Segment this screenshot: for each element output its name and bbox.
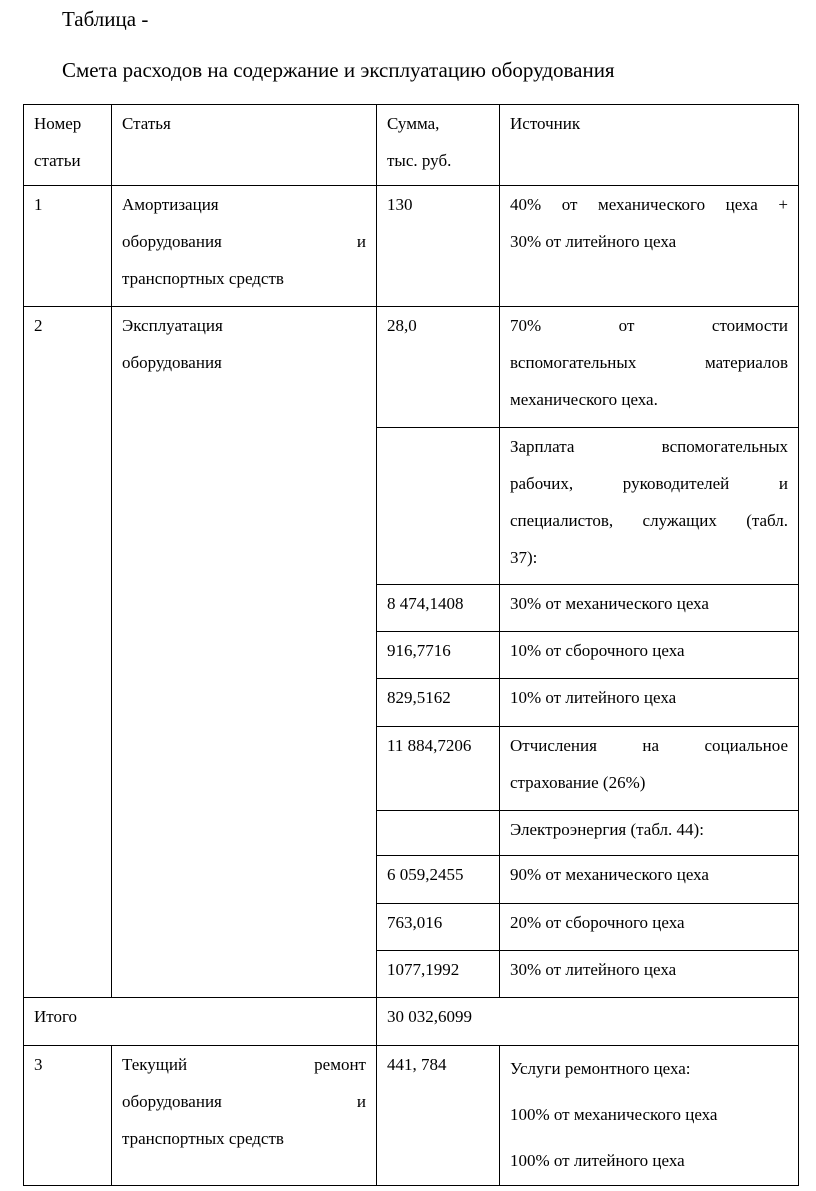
table-caption: Таблица - xyxy=(62,7,149,31)
row2-sub4-source xyxy=(500,679,799,727)
row1-article-line1: Амортизация xyxy=(122,195,219,214)
total-sum-value: 30 032,6099 xyxy=(387,1007,472,1026)
row2-sub8-sum xyxy=(377,904,500,951)
row2-sub0-source-line2: вспомогательных материалов xyxy=(510,353,788,372)
total-label xyxy=(24,998,377,1046)
row2-sub9-sum xyxy=(377,951,500,998)
row1-article-line2b: и xyxy=(356,232,366,251)
row2-sub0-source-line3: механического цеха. xyxy=(510,390,658,409)
row1-article xyxy=(112,186,377,307)
row3-number-value: 3 xyxy=(34,1055,43,1074)
row1-article-line2a: оборудования xyxy=(122,232,222,251)
row3-article-line2a: оборудования xyxy=(122,1092,222,1111)
row2-sub4-source-line1: 10% от литейного цеха xyxy=(510,688,677,707)
row2-sub5-sum-value: 11 884,7206 xyxy=(387,736,472,755)
table-row-2-sub-0 xyxy=(24,307,799,428)
row2-sub5-source-line2: страхование (26%) xyxy=(510,773,646,792)
row2-sub2-sum-value: 8 474,1408 xyxy=(387,594,464,613)
row2-number xyxy=(24,307,112,998)
row2-sub7-sum xyxy=(377,856,500,904)
row3-article xyxy=(112,1046,377,1186)
table-title: Смета расходов на содержание и эксплуатацию оборудования xyxy=(62,58,615,82)
row2-sub7-source xyxy=(500,856,799,904)
row2-sub3-sum xyxy=(377,632,500,679)
row2-sub8-source xyxy=(500,904,799,951)
row2-sub6-source xyxy=(500,811,799,856)
row3-source-line3: 100% от литейного цеха xyxy=(510,1151,685,1170)
row2-sub9-source xyxy=(500,951,799,998)
row3-source xyxy=(500,1046,799,1186)
row3-article-line2b: и xyxy=(356,1092,366,1111)
row2-sub1-source-line2: рабочих, руководителей и xyxy=(510,474,788,493)
row2-sub5-source xyxy=(500,727,799,811)
row2-number-value: 2 xyxy=(34,316,43,335)
row2-article xyxy=(112,307,377,998)
table-row-1 xyxy=(24,186,799,307)
row1-article-line3: транспортных средств xyxy=(122,269,284,288)
row1-number xyxy=(24,186,112,307)
row3-source-line2: 100% от механического цеха xyxy=(510,1105,718,1124)
total-sum xyxy=(377,998,799,1046)
total-label-text: Итого xyxy=(34,1007,78,1026)
header-number xyxy=(24,105,112,186)
header-article xyxy=(112,105,377,186)
header-number-line1: Номер xyxy=(34,114,82,133)
row2-sub2-sum xyxy=(377,585,500,632)
row2-sub7-sum-value: 6 059,2455 xyxy=(387,865,464,884)
estimate-table xyxy=(23,104,799,1186)
row3-article-line1 xyxy=(122,1046,366,1083)
row1-source-line1: 40% от механического цеха + xyxy=(510,195,788,214)
row2-sub5-source-line1: Отчисления на социальное xyxy=(510,736,788,755)
row2-article-line1: Эксплуатация xyxy=(122,316,223,335)
row2-sub3-sum-value: 916,7716 xyxy=(387,641,451,660)
row2-sub1-sum xyxy=(377,428,500,585)
table-row-3 xyxy=(24,1046,799,1186)
header-source xyxy=(500,105,799,186)
row1-sum xyxy=(377,186,500,307)
total-row xyxy=(24,998,799,1046)
header-sum-line2: тыс. руб. xyxy=(387,151,452,170)
row2-sub9-sum-value: 1077,1992 xyxy=(387,960,460,979)
row2-sub0-source xyxy=(500,307,799,428)
row2-article-line2: оборудования xyxy=(122,353,222,372)
header-sum xyxy=(377,105,500,186)
row2-sub1-source-line3: специалистов, служащих (табл. xyxy=(510,511,788,530)
row2-sub1-source xyxy=(500,428,799,585)
row3-article-line2 xyxy=(122,1083,366,1120)
row2-sub3-source xyxy=(500,632,799,679)
row2-sub3-source-line1: 10% от сборочного цеха xyxy=(510,641,685,660)
row2-sub6-sum xyxy=(377,811,500,856)
row2-sub0-sum xyxy=(377,307,500,428)
row1-source xyxy=(500,186,799,307)
row2-sub1-source-line1: Зарплата вспомогательных xyxy=(510,437,788,456)
header-sum-line1: Сумма, xyxy=(387,114,440,133)
row2-sub7-source-line1: 90% от механического цеха xyxy=(510,865,709,884)
row2-sub4-sum-value: 829,5162 xyxy=(387,688,451,707)
row2-sub5-sum xyxy=(377,727,500,811)
row1-number-value: 1 xyxy=(34,195,43,214)
row3-article-line3: транспортных средств xyxy=(122,1129,284,1148)
row3-number xyxy=(24,1046,112,1186)
header-number-line2: статьи xyxy=(34,151,81,170)
header-article-label: Статья xyxy=(122,114,171,133)
row2-sub6-source-line1: Электроэнергия (табл. 44): xyxy=(510,820,704,839)
row3-sum-value: 441, 784 xyxy=(387,1055,447,1074)
row1-sum-value: 130 xyxy=(387,195,413,214)
header-source-label: Источник xyxy=(510,114,581,133)
row2-sub2-source xyxy=(500,585,799,632)
row3-article-line1b: ремонт xyxy=(314,1055,366,1074)
header-row xyxy=(24,105,799,186)
row3-article-line1a: Текущий xyxy=(122,1055,188,1074)
row1-source-line2: 30% от литейного цеха xyxy=(510,232,677,251)
row2-sub0-sum-value: 28,0 xyxy=(387,316,417,335)
row3-source-line1: Услуги ремонтного цеха: xyxy=(510,1059,691,1078)
row1-article-line2 xyxy=(122,223,366,260)
row2-sub1-source-line4: 37): xyxy=(510,548,538,567)
row2-sub2-source-line1: 30% от механического цеха xyxy=(510,594,709,613)
row2-sub8-sum-value: 763,016 xyxy=(387,913,443,932)
row2-sub9-source-line1: 30% от литейного цеха xyxy=(510,960,677,979)
row3-sum xyxy=(377,1046,500,1186)
row2-sub0-source-line1: 70% от стоимости xyxy=(510,316,788,335)
row2-sub8-source-line1: 20% от сборочного цеха xyxy=(510,913,685,932)
row2-sub4-sum xyxy=(377,679,500,727)
